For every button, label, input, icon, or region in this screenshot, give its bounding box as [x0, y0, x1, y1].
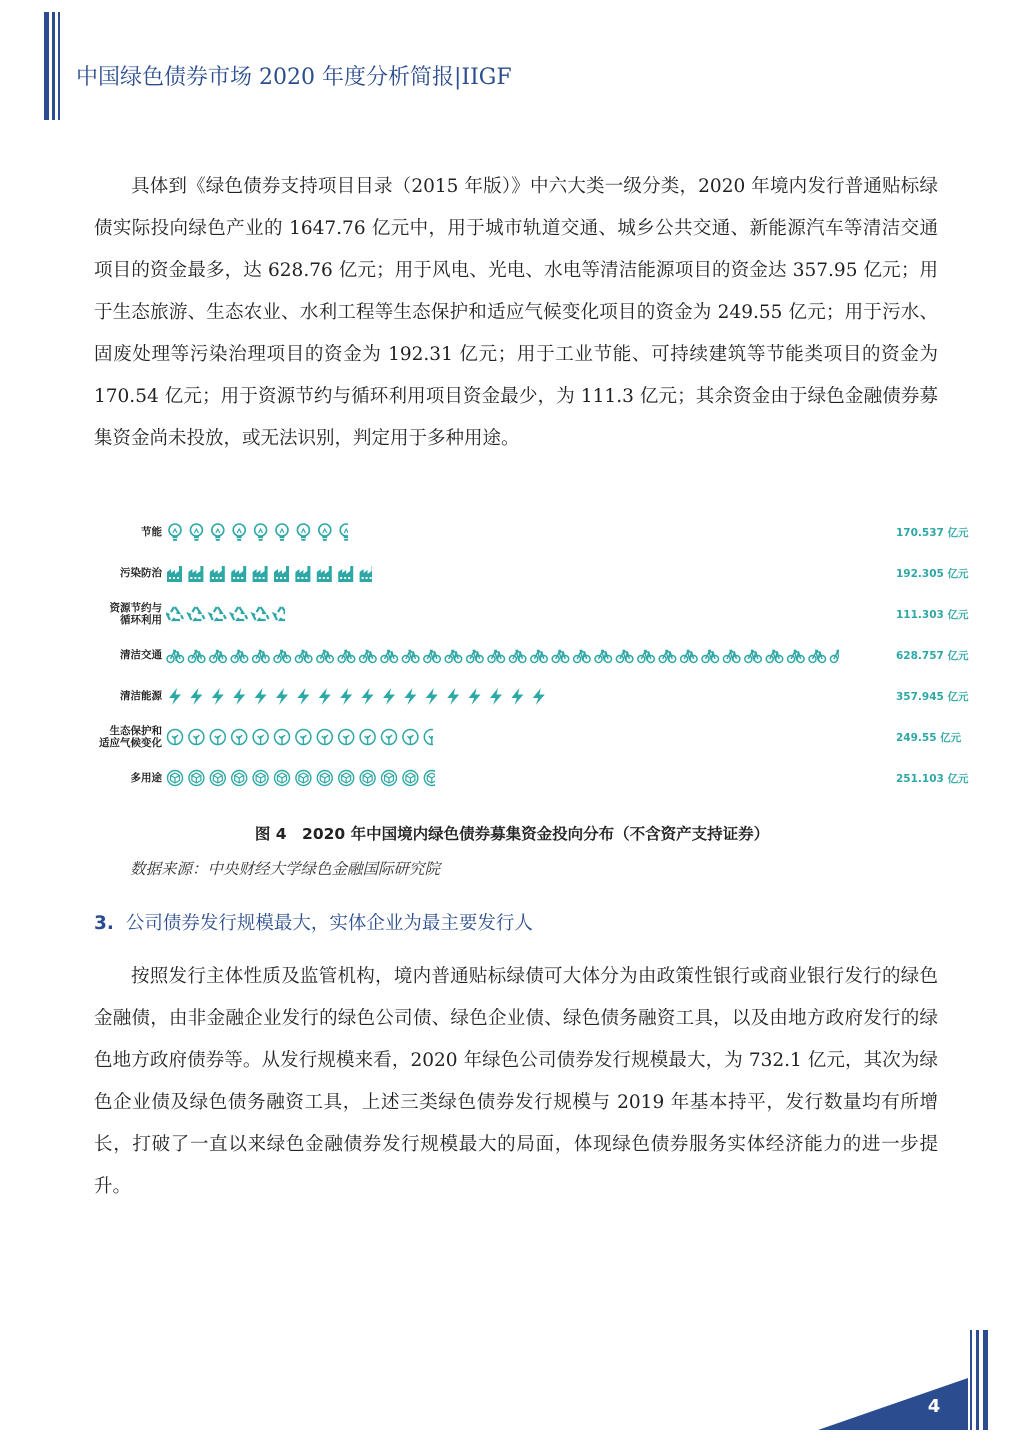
tree-icon — [253, 730, 268, 745]
cube-icon — [317, 771, 332, 786]
factory-icon — [360, 566, 372, 582]
bicycle-icon — [424, 651, 441, 663]
bulb-icon — [255, 524, 267, 541]
category-label — [90, 567, 162, 579]
category-label-line: 循环利用 — [120, 614, 162, 626]
lightning-icon — [297, 688, 309, 705]
bicycle-icon — [552, 651, 569, 663]
bicycle-icon — [188, 651, 205, 663]
category-label — [90, 649, 162, 661]
tree-icon — [168, 730, 183, 745]
icon-bar-4 — [166, 686, 549, 706]
cube-icon — [339, 771, 354, 786]
bulb-icon — [169, 524, 181, 541]
icon-bar-0 — [166, 522, 348, 542]
body-paragraph-2: 按照发行主体性质及监管机构，境内普通贴标绿债可大体分为由政策性银行或商业银行发行的绿色金融债，由非金融企业发行的绿色公司债、绿色企业债、绿色债务融资工具，以及由地方政府发行的绿色地方政府债券等。从发行规模来看，2020 年绿色公司债券发行规模最大，为 732.1 亿元，其次为绿色企业债及绿色债务融资工具，上述三类绿色债券发行规模与 2019 年基本持平，发行数量均有所增长，打破了一直以来绿色金融债券发行规模最大的局面，体现绿色债券服务实体经济能力的进一步提升。 — [94, 966, 938, 1197]
cube-icon — [275, 771, 290, 786]
factory-icon — [253, 566, 268, 582]
icon-bar-6 — [166, 768, 435, 788]
cube-icon — [189, 771, 204, 786]
value-label: 628.757 亿元 — [896, 650, 969, 662]
icon-bar-2 — [166, 604, 285, 624]
category-label — [90, 690, 162, 702]
pictogram-chart — [90, 512, 980, 802]
category-label — [90, 526, 162, 538]
bicycle-icon — [595, 651, 612, 663]
category-label-line: 清洁能源 — [120, 690, 162, 702]
tree-icon — [360, 730, 375, 745]
category-label-line: 节能 — [141, 526, 162, 538]
value-label: 249.55 亿元 — [896, 732, 962, 744]
lightning-icon — [190, 688, 202, 705]
factory-icon — [188, 566, 203, 582]
bulb-icon — [212, 524, 224, 541]
category-label-line: 生态保护和 — [109, 725, 162, 737]
header-title: 中国绿色债券市场 2020 年度分析简报|IIGF — [76, 65, 512, 90]
tree-icon — [275, 730, 290, 745]
lightning-icon — [340, 688, 352, 705]
bicycle-icon — [702, 651, 719, 663]
bicycle-icon — [231, 651, 248, 663]
cube-icon — [210, 771, 225, 786]
category-label — [90, 772, 162, 784]
cube-icon — [360, 771, 375, 786]
lightning-icon — [469, 688, 481, 705]
tree-icon — [403, 730, 418, 745]
bicycle-icon — [445, 651, 462, 663]
recycle-icon — [188, 607, 204, 620]
bicycle-icon — [317, 651, 334, 663]
section-title: 公司债券发行规模最大，实体企业为最主要发行人 — [125, 913, 533, 934]
recycle-icon — [167, 607, 183, 620]
bicycle-icon — [402, 651, 419, 663]
factory-icon — [167, 566, 182, 582]
lightning-icon — [447, 688, 459, 705]
figure-caption: 图 4 2020 年中国境内绿色债券募集资金投向分布（不含资产支持证券） — [254, 825, 770, 843]
tree-icon — [339, 730, 354, 745]
bicycle-icon — [167, 651, 184, 663]
bicycle-icon — [766, 651, 783, 663]
value-label: 357.945 亿元 — [896, 691, 969, 703]
value-label: 170.537 亿元 — [896, 527, 969, 539]
category-label-line: 多用途 — [130, 772, 162, 784]
tree-icon — [189, 730, 204, 745]
bicycle-icon — [809, 651, 826, 663]
bicycle-icon — [681, 651, 698, 663]
bicycle-icon — [338, 651, 355, 663]
tree-icon — [424, 730, 433, 745]
value-label: 111.303 亿元 — [896, 609, 969, 621]
bicycle-icon — [723, 651, 740, 663]
cube-icon — [253, 771, 268, 786]
bicycle-icon — [360, 651, 377, 663]
body-paragraph-1: 具体到《绿色债券支持项目目录（2015 年版）》中六大类一级分类，2020 年境内发行普通贴标绿债实际投向绿色产业的 1647.76 亿元中，用于城市轨道交通、城乡公共交通、新能源汽车等清洁交通项目的资金最多，达 628.76 亿元；用于风电、光电、水电等清洁能源项目的资金达 357.95 亿元；用于生态旅游、生态农业、水利工程等生态保护和适应气候变化项目的资金为 249.55 亿元；用于污水、固废处理等污染治理项目的资金为 192.31 亿元；用于工业节能、可持续建筑等节能类项目的资金为 170.54 亿元；用于资源节约与循环利用项目资金最少，为 111.3 亿元；其余资金由于绿色金融债券募集资金尚未投放，或无法识别，判定用于多种用途。 — [94, 176, 938, 449]
factory-icon — [210, 566, 225, 582]
bulb-icon — [319, 524, 331, 541]
section-number: 3. — [94, 913, 114, 934]
factory-icon — [274, 566, 289, 582]
recycle-icon — [210, 607, 226, 620]
bicycle-icon — [659, 651, 676, 663]
bicycle-icon — [274, 651, 291, 663]
lightning-icon — [276, 688, 288, 705]
tree-icon — [232, 730, 247, 745]
page-number: 4 — [927, 1396, 941, 1417]
value-label: 251.103 亿元 — [896, 773, 969, 785]
lightning-icon — [404, 688, 416, 705]
value-label: 192.305 亿元 — [896, 568, 969, 580]
recycle-icon — [231, 607, 247, 620]
lightning-icon — [533, 688, 545, 705]
tree-icon — [296, 730, 311, 745]
bulb-icon — [297, 524, 309, 541]
cube-icon — [403, 771, 418, 786]
lightning-icon — [233, 688, 245, 705]
lightning-icon — [362, 688, 374, 705]
lightning-icon — [426, 688, 438, 705]
tree-icon — [382, 730, 397, 745]
bicycle-icon — [830, 651, 839, 663]
factory-icon — [231, 566, 246, 582]
bicycle-icon — [574, 651, 591, 663]
icon-bar-5 — [166, 727, 433, 747]
category-label-line: 污染防治 — [120, 567, 162, 579]
lightning-icon — [383, 688, 395, 705]
bicycle-icon — [467, 651, 484, 663]
cube-icon — [424, 771, 435, 786]
cube-icon — [168, 771, 183, 786]
bicycle-icon — [616, 651, 633, 663]
bicycle-icon — [509, 651, 526, 663]
bicycle-icon — [788, 651, 805, 663]
category-label-line: 清洁交通 — [120, 649, 162, 661]
lightning-icon — [255, 688, 267, 705]
section-heading — [94, 909, 533, 935]
bicycle-icon — [531, 651, 548, 663]
bulb-icon — [233, 524, 245, 541]
bicycle-icon — [253, 651, 270, 663]
cube-icon — [296, 771, 311, 786]
factory-icon — [338, 566, 353, 582]
lightning-icon — [169, 688, 181, 705]
lightning-icon — [319, 688, 331, 705]
bicycle-icon — [488, 651, 505, 663]
bicycle-icon — [381, 651, 398, 663]
bulb-icon — [276, 524, 288, 541]
icon-bar-3 — [166, 645, 839, 665]
tree-icon — [317, 730, 332, 745]
icon-bar-1 — [166, 563, 372, 583]
category-label — [90, 725, 162, 749]
recycle-icon — [274, 607, 285, 620]
bulb-icon — [340, 524, 348, 541]
category-label-line: 适应气候变化 — [99, 737, 162, 749]
cube-icon — [382, 771, 397, 786]
category-label — [90, 602, 162, 626]
figure-source: 数据来源：中央财经大学绿色金融国际研究院 — [130, 860, 441, 878]
tree-icon — [210, 730, 225, 745]
cube-icon — [232, 771, 247, 786]
factory-icon — [317, 566, 332, 582]
category-label-line: 资源节约与 — [109, 602, 162, 614]
recycle-icon — [253, 607, 269, 620]
factory-icon — [295, 566, 310, 582]
bicycle-icon — [745, 651, 762, 663]
bicycle-icon — [638, 651, 655, 663]
lightning-icon — [511, 688, 523, 705]
lightning-icon — [212, 688, 224, 705]
bicycle-icon — [295, 651, 312, 663]
lightning-icon — [490, 688, 502, 705]
bicycle-icon — [210, 651, 227, 663]
bulb-icon — [190, 524, 202, 541]
